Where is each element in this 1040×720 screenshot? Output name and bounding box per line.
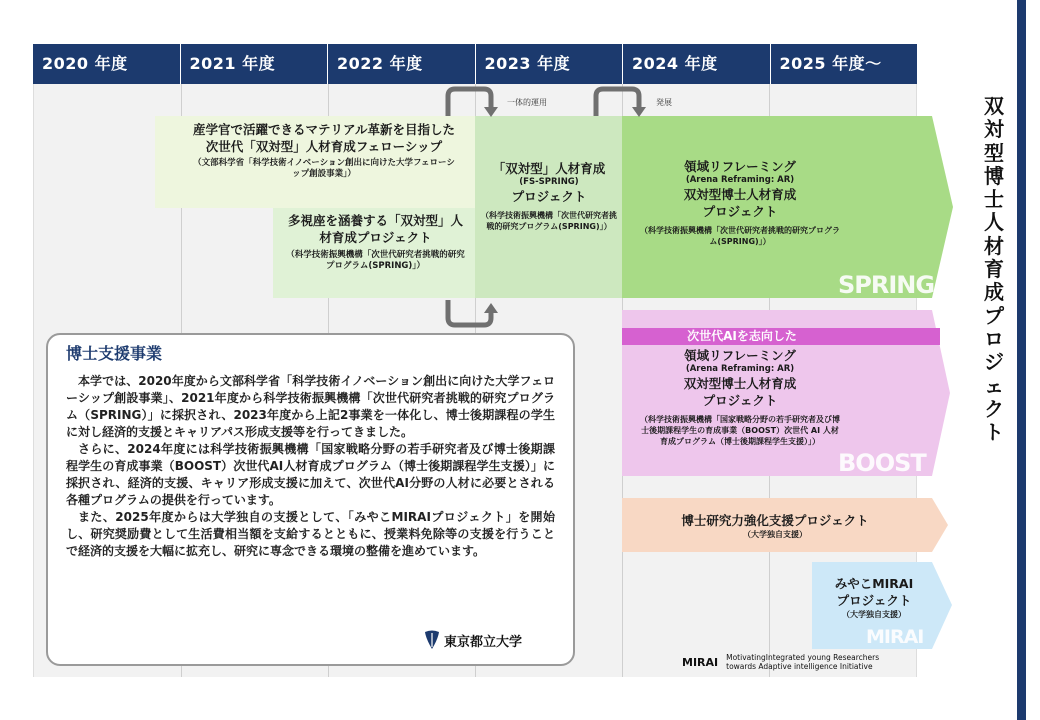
mirai-note-line1: MotivatingIntegrated young Researchers [726,653,880,662]
research-title: 博士研究力強化支援プロジェクト [681,513,869,528]
boost-title-4: プロジェクト [702,393,778,408]
side-title-char: ェ [984,373,1004,398]
spring-title-1: 領域リフレーミング [684,159,796,174]
fs-sub: （科学技術振興機構「次世代研究者挑戦的研究プログラム(SPRING)」） [481,211,617,231]
logo-text: 東京都立大学 [444,634,523,650]
boost-title-3: 双対型博士人材育成 [683,376,797,391]
mirai-note-line2: towards Adaptive intelligence Initiative [726,662,873,671]
development-arrow [596,89,639,116]
research-sub: （大学独自支援） [743,530,807,539]
side-title-char: 育 [984,257,1004,282]
fellowship-text [192,121,456,180]
info-box [46,333,575,666]
development-label: 発展 [656,98,672,107]
fellowship-sub: （文部科学省「科学技術イノベーション創出に向けた大学フェローシップ創設事業」） [193,158,455,179]
side-title [977,95,1011,444]
spring-title-4: プロジェクト [702,204,778,219]
integrated-label: 一体的運用 [507,98,547,107]
year-2021: 2021 年度 [181,44,329,84]
info-paragraph-1: 本学では、2020年度から文部科学省「科学技術イノベーション創出に向けた大学フェローシップ創設事業」、2021年度から科学技術振興機構「次世代研究者挑戦的研究プログラム（SPRING）」に採択され、2023年度から上記2事業を一体化し、博士後期課程の学生に対し経済的支援とキャリアパス形成支援等を行ってきました。 [66,374,555,439]
year-2024: 2024 年度 [623,44,771,84]
fs-title-1: 「双対型」人材育成 [492,161,606,176]
merge-arrow-head [484,303,498,313]
spring-watermark: SPRING [838,271,935,299]
side-title-char: 成 [984,280,1004,305]
side-title-char: プ [984,303,1004,328]
boost-title-1: 領域リフレーミング [684,348,796,363]
info-paragraph-2: さらに、2024年度には科学技術振興機構「国家戦略分野の若手研究者及び博士後期課程学生の育成事業（BOOST）次世代AI人材育成プログラム（博士後期課程学生支援）」に採択され、経済的支援、キャリア形成支援に加えて、次世代AI分野の人材に必要とされる各種プログラムの提供を行っています。 [66,442,555,507]
mirai-note [682,653,879,671]
multi-sub: （科学技術振興機構「次世代研究者挑戦的研究プログラム(SPRING)」） [286,250,465,271]
boost-sub: （科学技術振興機構「国家戦略分野の若手研究者及び博士後期課程学生の育成事業（BOOST）次世代 AI 人材育成プログラム（博士後期課程学生支援）」） [640,415,840,446]
integrated-arrow [448,89,491,116]
year-2025: 2025 年度〜 [779,54,882,73]
mirai-note-text [726,653,879,671]
spring-sub: （科学技術振興機構「次世代研究者挑戦的研究プログラム(SPRING)」） [640,226,840,246]
mirai-note-abbr: MIRAI [682,655,719,669]
fellowship-title: 産学官で活躍できるマテリアル革新を目指した次世代「双対型」人材育成フェローシップ [192,122,455,154]
side-title-char: 双 [984,94,1004,118]
boost-title-2: (Arena Reframing: AR) [685,364,795,374]
spring-text [640,158,840,247]
fs-spring-text [479,160,619,232]
fs-title-2: (FS-SPRING) [519,177,579,187]
side-title-char: 対 [984,117,1004,142]
multi-text [283,212,468,272]
year-2023: 2023 年度 [476,44,624,84]
fs-title-3: プロジェクト [511,189,587,204]
development-arrow-head [632,107,646,117]
side-title-char: ロ [984,326,1004,351]
boost-banner: 次世代AIを志向した [687,329,797,343]
research-text [650,512,900,540]
mirai-text [818,575,930,620]
side-title-char: 士 [984,187,1004,212]
mirai-sub: （大学独自支援） [842,610,906,619]
info-title: 博士支援事業 [66,344,163,363]
side-title-char: 材 [984,233,1004,258]
year-2022: 2022 年度 [328,44,476,84]
mirai-watermark: MIRAI [866,626,924,648]
info-paragraph-3: また、2025年度からは大学独自の支援として、「みやこMIRAIプロジェクト」を開始し、研究奨励費として生活費相当額を支給するとともに、授業料免除等の支援を行うことで経済的支援を大幅に拡充し、研究に専念できる環境の整備を進めています。 [66,510,555,558]
side-title-char: 人 [984,210,1004,235]
boost-watermark: BOOST [838,449,926,477]
mirai-title-2: プロジェクト [836,593,912,608]
side-title-char: ジ [984,350,1004,375]
side-title-char: ト [984,420,1004,445]
side-title-char: ク [984,396,1004,421]
boost-text [640,347,840,447]
ginkgo-icon [424,630,440,650]
mirai-title-1: みやこMIRAI [834,576,914,591]
integrated-arrow-head [484,107,498,117]
side-title-char: 型 [984,140,1004,165]
multi-title: 多視座を涵養する「双対型」人材育成プロジェクト [287,213,463,245]
side-title-char: 博 [984,163,1004,188]
spring-title-3: 双対型博士人材育成 [683,187,797,202]
university-logo [424,630,522,650]
spring-title-2: (Arena Reframing: AR) [685,175,795,185]
year-2020: 2020 年度 [33,44,181,84]
